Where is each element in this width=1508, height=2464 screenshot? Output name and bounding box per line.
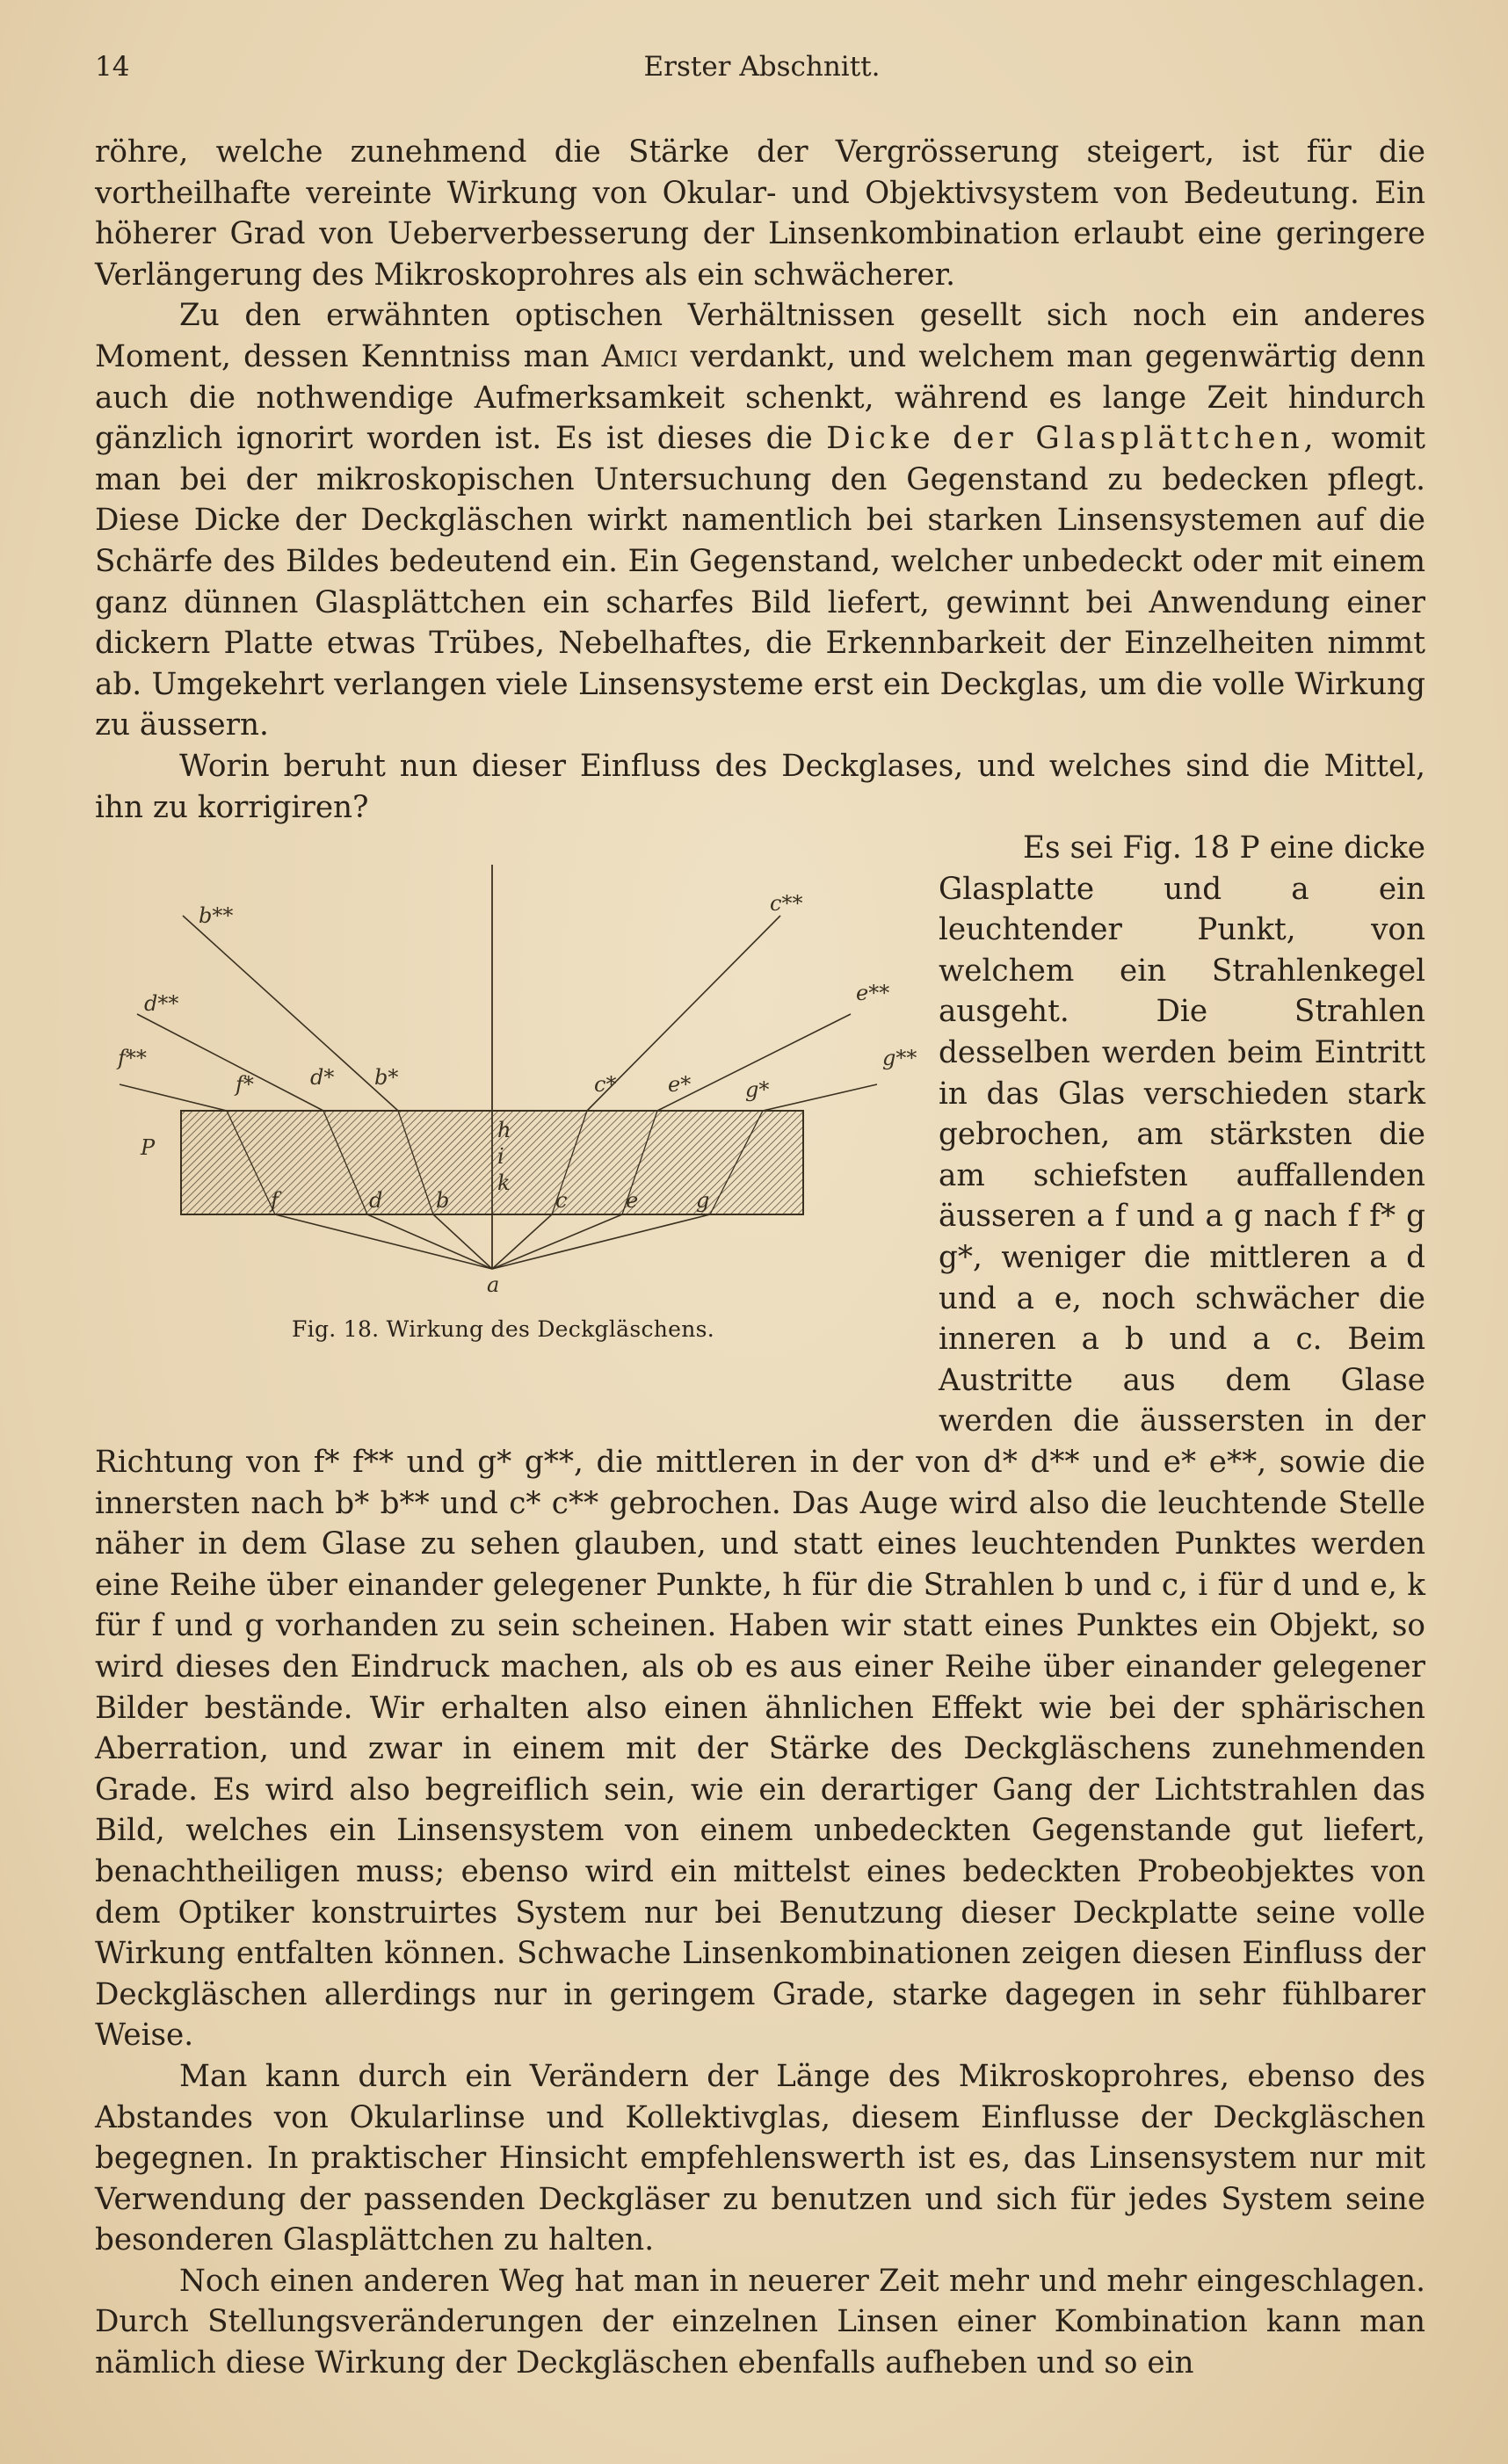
name-amici: Amici bbox=[601, 338, 678, 374]
label-i: i bbox=[497, 1144, 504, 1170]
label-e: e bbox=[626, 1188, 639, 1214]
running-head: Erster Abschnitt. bbox=[643, 51, 881, 83]
paragraph-2 bbox=[95, 295, 1425, 746]
paragraph-3: Worin beruht nun dieser Einfluss des Deckglases, und welches sind die Mittel, ihn zu korrigiren? bbox=[95, 748, 1425, 825]
label-b: b bbox=[436, 1188, 450, 1214]
label-c2: c** bbox=[770, 891, 803, 917]
label-P: P bbox=[141, 1135, 156, 1161]
label-d1: d* bbox=[310, 1065, 335, 1091]
label-c: c bbox=[555, 1188, 568, 1214]
figure-caption: Fig. 18. Wirkung des Deckgläschens. bbox=[292, 1316, 715, 1343]
emphasis-spaced: Dicke der Glasplättchen, bbox=[826, 421, 1318, 457]
label-a: a bbox=[487, 1272, 500, 1298]
label-g: g bbox=[696, 1188, 710, 1214]
body-text bbox=[95, 132, 1425, 2384]
label-f1: f* bbox=[236, 1072, 254, 1098]
label-d2: d** bbox=[144, 991, 179, 1017]
paragraph-6: Noch einen anderen Weg hat man in neuerer Zeit mehr und mehr eingeschlagen. Durch Stellungsveränderungen der einzelnen Linsen einer Kombination kann man nämlich diese Wirkung der Deckgläschen ebenfalls aufheben und so ein bbox=[95, 2263, 1425, 2381]
label-c1: c* bbox=[594, 1072, 617, 1098]
paragraph-5: Man kann durch ein Verändern der Länge des Mikroskoprohres, ebenso des Abstandes von Okularlinse und Kollektivglas, diesem Einflusse der Deckgläschen begegnen. In praktischer Hinsicht empfehlenswerth ist es, das Linsensystem nur mit Verwendung der passenden Deckgläser zu benutzen und sich für jedes System seine besonderen Glasplättchen zu halten. bbox=[95, 2058, 1425, 2258]
page-header bbox=[95, 51, 1429, 90]
label-d: d bbox=[369, 1188, 383, 1214]
page-number: 14 bbox=[95, 51, 130, 83]
label-b2: b** bbox=[199, 903, 234, 929]
paragraph-2-part-c: womit man bei der mikroskopischen Untersuchung den Gegenstand zu bedecken pflegt. Diese Dicke der Deckgläschen wirkt namentlich bei starken Linsensystemen auf die Schärfe des Bildes bedeutend ein. Ein Gegenstand, welcher unbedeckt oder mit einem ganz dünnen Glasplättchen ein scharfes Bild liefert, gewinnt bei Anwendung einer dickern Platte etwas Trübes, Nebelhaftes, die Erkennbarkeit der Einzelheiten nimmt ab. Umgekehrt verlangen viele Linsensysteme erst ein Deckglas, um die volle Wirkung zu äussern. bbox=[95, 421, 1425, 743]
label-e1: e* bbox=[668, 1072, 692, 1098]
label-g1: g* bbox=[745, 1077, 770, 1103]
label-f2: f** bbox=[118, 1046, 147, 1071]
paragraph-2-part-b: verdankt, und welchem man gegenwärtig denn auch die nothwendige Aufmerksamkeit schenkt, während es lange Zeit hindurch gänzlich ignorirt worden ist. Es ist dieses die bbox=[95, 338, 1425, 457]
label-k: k bbox=[497, 1170, 511, 1196]
label-g2: g** bbox=[882, 1046, 917, 1071]
paragraph-1: röhre, welche zunehmend die Stärke der Vergrösserung steigert, ist für die vortheilhafte vereinte Wirkung von Okular- und Objektivsystem von Bedeutung. Ein höherer Grad von Ueberverbesserung der Linsenkombination erlaubt eine geringere Verlängerung des Mikroskoprohres als ein schwächerer. bbox=[95, 134, 1425, 293]
figure-18 bbox=[95, 828, 919, 1414]
paragraph-2-part-a: Zu den erwähnten optischen Verhältnissen gesellt sich noch ein anderes Moment, dessen Kenntniss man bbox=[95, 298, 1425, 374]
label-e2: e** bbox=[856, 981, 890, 1006]
label-f: f bbox=[271, 1188, 279, 1214]
label-b1: b* bbox=[374, 1065, 399, 1091]
paragraph-4: Es sei Fig. 18 P eine dicke Glasplatte und a ein leuchtender Punkt, von welchem ein Strahlenkegel ausgeht. Die Strahlen desselben werden beim Eintritt in das Glas verschieden stark gebrochen, am stärksten die am schiefsten auffallenden äusseren a f und a g nach f f* g g*, weniger die mittleren a d und a e, noch schwächer die inneren a b und a c. Beim Austritte aus dem Glase werden die äussersten in der Richtung von f* f** und g* g**, die mittleren in der von d* d** und e* e**, sowie die innersten nach b* b** und c* c** gebrochen. Das Auge wird also die leuchtende Stelle näher in dem Glase zu sehen glauben, und statt eines leuchtenden Punktes werden eine Reihe über einander gelegener Punkte, h für die Strahlen b und c, i für d und e, k für f und g vorhanden zu sein scheinen. Haben wir statt eines Punktes ein Objekt, so wird dieses den Eindruck machen, als ob es aus einer Reihe über einander gelegener Bilder bestände. Wir erhalten also einen ähnlichen Effekt wie bei der sphärischen Aberration, und zwar in einem mit der Stärke des Deckgläschens zunehmenden Grade. Es wird also begreiflich sein, wie ein derartiger Gang der Lichtstrahlen das Bild, welches ein Linsensystem von einem unbedeckten Gegenstande gut liefert, benachtheiligen muss; ebenso wird ein mittelst eines bedeckten Probeobjektes von dem Optiker konstruirtes System nur bei Benutzung dieser Deckplatte seine volle Wirkung entfalten können. Schwache Linsenkombinationen zeigen diesen Einfluss der Deckgläschen allerdings nur in geringem Grade, starke dagegen in sehr fühlbarer Weise. bbox=[95, 830, 1425, 2054]
label-h: h bbox=[497, 1118, 511, 1143]
